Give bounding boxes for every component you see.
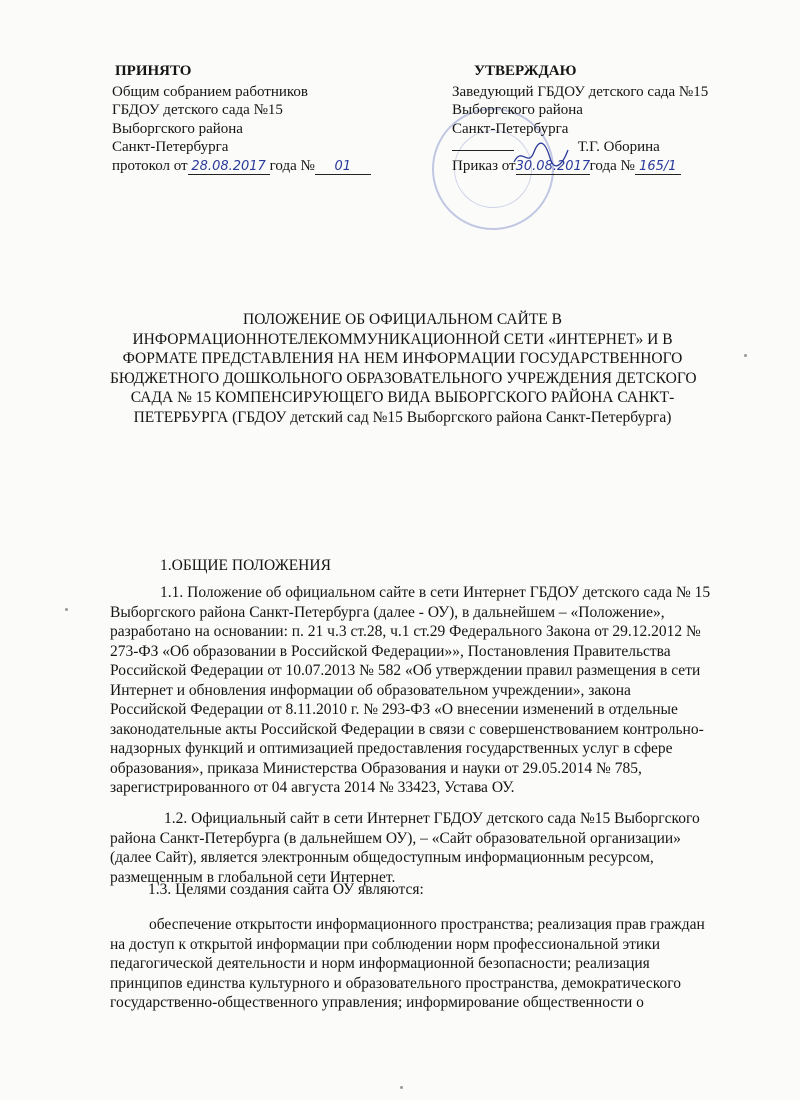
accepted-line: Выборгского района (112, 120, 243, 137)
signer-line (452, 138, 782, 157)
protocol-prefix: протокол от (112, 157, 188, 174)
order-date: 30.08.2017 (515, 158, 591, 174)
signature-line (452, 138, 514, 151)
approved-title: УТВЕРЖДАЮ (474, 63, 577, 79)
protocol-date: 28.08.2017 (188, 159, 270, 175)
text-line: педагогической деятельности и норм информационной безопасности; реализация (110, 955, 650, 972)
text-line: на доступ к открытой информации при соблюдении норм профессиональной этики (110, 935, 661, 953)
paragraph-goals (110, 915, 715, 1013)
accepted-line: ГБДОУ детского сада №15 (112, 102, 283, 118)
approval-block-accepted (112, 62, 412, 175)
text-line: принципов единства культурного и образовательного пространства, демократического (110, 974, 682, 992)
text-line: (далее Сайт), является электронным общедоступным информационным ресурсом, (110, 849, 654, 866)
text-line: Российской Федерации от 8.11.2010 г. № 293-ФЗ «О внесении изменений в отдельные (110, 701, 678, 718)
text-line: Выборгского района Санкт-Петербурга (далее - ОУ), в дальнейшем – «Положение», (110, 603, 665, 621)
approved-line: Заведующий ГБДОУ детского сада №15 (452, 83, 709, 100)
title-line: ИНФОРМАЦИОННОТЕЛЕКОММУНИКАЦИОННОЙ СЕТИ «ИНТЕРНЕТ» И В (132, 330, 673, 348)
signer-name: Т.Г. Оборина (577, 139, 660, 155)
text-line: зарегистрированного от 04 августа 2014 № 33423, Устава ОУ. (110, 779, 515, 796)
text-line: 1.1. Положение об официальном сайте в сети Интернет ГБДОУ детского сада № 15 (160, 584, 711, 601)
approved-line: Выборгского района (452, 102, 583, 118)
title-line: ПЕТЕРБУРГА (ГБДОУ детский сад №15 Выборгского района Санкт-Петербурга) (133, 408, 672, 426)
text-line: Интернет и обновления информации об образовательном учреждении», закона (110, 681, 631, 699)
text-line: 1.2. Официальный сайт в сети Интернет ГБДОУ детского сада №15 Выборгского (164, 810, 700, 827)
protocol-line (112, 157, 412, 176)
text-line: Российской Федерации от 10.07.2013 № 582 «Об утверждении правил размещения в сети (110, 662, 701, 679)
accepted-line: Общим собранием работников (112, 83, 308, 100)
protocol-number: 01 (315, 159, 371, 175)
scan-speck (744, 354, 747, 357)
protocol-mid: года № (269, 157, 315, 174)
approved-line: Санкт-Петербурга (452, 120, 569, 137)
text-line: государственно-общественного управления; информирование общественности о (110, 994, 644, 1011)
text-line: района Санкт-Петербурга (в дальнейшем ОУ), – «Сайт образовательной организации» (110, 829, 681, 847)
text-line: законодательные акты Российской Федерации в связи с совершенствованием контрольно- (110, 720, 704, 738)
title-line: ФОРМАТЕ ПРЕДСТАВЛЕНИЯ НА НЕМ ИНФОРМАЦИИ ГОСУДАРСТВЕННОГО (122, 350, 683, 367)
accepted-line: Санкт-Петербурга (112, 139, 229, 155)
section-heading: 1.ОБЩИЕ ПОЛОЖЕНИЯ (160, 557, 331, 574)
order-mid: года № (589, 157, 635, 174)
text-line: размещенным в глобальной сети Интернет. (110, 868, 396, 886)
text-line: 1.3. Целями создания сайта ОУ являются: (148, 881, 424, 898)
text-line: надзорных функций и оптимизацией предоставления государственных услуг в сфере (110, 740, 673, 757)
accepted-title: ПРИНЯТО (115, 63, 192, 79)
approval-block-approved (452, 62, 782, 175)
paragraph-1-3 (110, 880, 715, 900)
document-title (110, 310, 695, 427)
title-line: БЮДЖЕТНОГО ДОШКОЛЬНОГО ОБРАЗОВАТЕЛЬНОГО УЧРЕЖДЕНИЯ ДЕТСКОГО (110, 369, 697, 387)
order-number: 165/1 (635, 159, 681, 175)
text-line: разработано на основании: п. 21 ч.3 ст.28, ч.1 ст.29 Федерального Закона от 29.12.2012 № (110, 623, 701, 640)
title-line: САДА № 15 КОМПЕНСИРУЮЩЕГО ВИДА ВЫБОРГСКОГО РАЙОНА САНКТ- (130, 389, 675, 406)
order-line (452, 157, 782, 176)
text-line: образования», приказа Министерства Образования и науки от 29.05.2014 № 785, (110, 759, 642, 777)
title-line: ПОЛОЖЕНИЕ ОБ ОФИЦИАЛЬНОМ САЙТЕ В (243, 311, 562, 328)
text-line: обеспечение открытости информационного пространства; реализация прав граждан (149, 916, 705, 933)
text-line: 273-ФЗ «Об образовании в Российской Федерации»», Постановления Правительства (110, 642, 671, 660)
order-prefix: Приказ от (452, 157, 516, 174)
paragraph-1-1 (110, 583, 715, 798)
scan-speck (400, 1086, 403, 1089)
scan-speck (65, 608, 68, 611)
paragraph-1-2 (110, 809, 715, 887)
